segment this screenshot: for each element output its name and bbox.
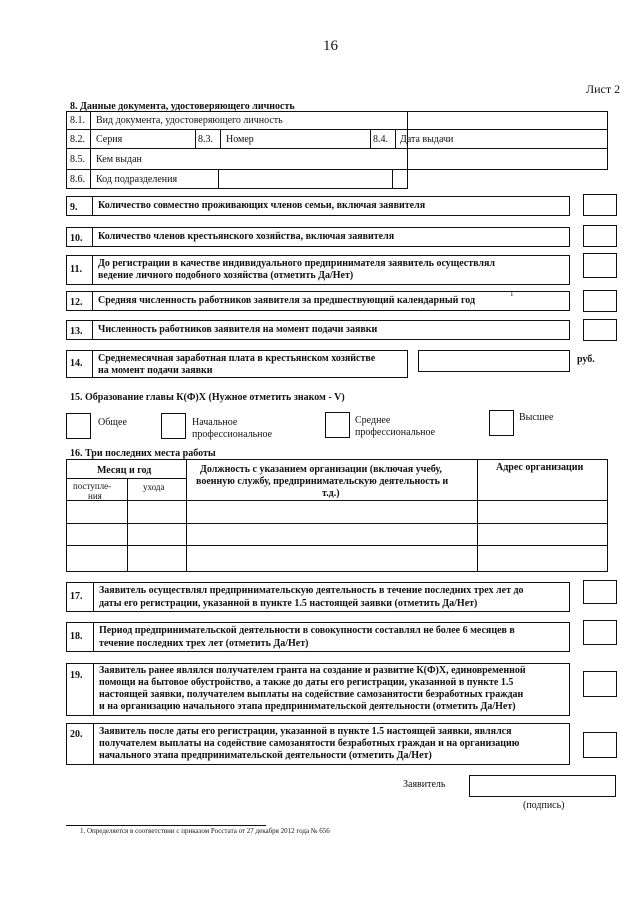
q17-text-2: даты его регистрации, указанной в пункте 1.5 настоящей заявки (отметить Да/Нет) [99,598,478,609]
row-8-5-label: Кем выдан [96,154,142,165]
col-month-year: Месяц и год [97,465,152,476]
q20-text-2: получателем выплаты на содействие самозанятости безработных граждан и на организацию [99,738,520,749]
q20-text-1: Заявитель после даты его регистрации, указанной в пункте 1.5 настоящей заявки, являлся [99,726,512,737]
row-8-4-num: 8.4. [373,134,388,145]
q18-num: 18. [70,631,83,642]
row-8-4-label: Дата выдачи [400,134,454,145]
row-8-1-num: 8.1. [70,115,85,126]
q18-answer-box[interactable] [583,620,617,645]
footnote-text: 1. Определяется в соответствии с приказом Росстата от 27 декабря 2012 года № 656 [80,827,330,835]
q17-answer-box[interactable] [583,580,617,604]
q12-text: Средняя численность работников заявителя за предшествующий календарный год [98,295,476,306]
row-8-1-label: Вид документа, удостоверяющего личность [96,115,283,126]
q19-text-3: настоящей заявки, получателем выплаты на содействие самозанятости безработных граждан [99,689,524,700]
q10-text: Количество членов крестьянского хозяйства, включая заявителя [98,231,395,242]
edu-secondary-label-1: Среднее [355,415,391,426]
q12-answer-box[interactable] [583,290,617,312]
q12-num: 12. [70,297,83,308]
q14-text-2: на момент подачи заявки [98,365,213,376]
q19-text-2: помощи на бытовое обустройство, а также до даты его регистрации, указанной в пункте 1.5 [99,677,514,688]
col-start-1: поступле- [73,481,112,491]
row-8-2 [66,129,608,149]
row-8-6-label: Код подразделения [96,174,178,185]
q20-num: 20. [70,729,83,740]
q20-answer-box[interactable] [583,732,617,758]
q14-unit: руб. [577,354,595,365]
q9-answer-box[interactable] [583,194,617,216]
q19-num: 19. [70,670,83,681]
page-number: 16 [323,38,338,54]
row-8-6-num: 8.6. [70,174,85,185]
section-16-title: 16. Три последних места работы [70,448,216,459]
q9-num: 9. [70,202,78,213]
col-position-1: Должность с указанием организации (включая учебу, [200,464,442,475]
q14-num: 14. [70,358,83,369]
edu-secondary-checkbox[interactable] [325,412,350,438]
q14-answer-box[interactable] [418,350,570,372]
q11-text-2: ведение личного подобного хозяйства (отметить Да/Нет) [98,270,354,281]
signature-caption: (подпись) [523,800,565,811]
edu-primary-label-2: профессиональное [192,429,273,440]
q14-text-1: Среднемесячная заработная плата в крестьянском хозяйстве [98,353,376,364]
row-8-2-label: Серия [96,134,123,145]
q13-answer-box[interactable] [583,319,617,341]
q11-text-1: До регистрации в качестве индивидуального предпринимателя заявитель осуществлял [98,258,496,269]
edu-primary-label-1: Начальное [192,417,238,428]
q19-text-4: и на организацию начального этапа предпринимательской деятельности (отметить Да/Нет) [99,701,516,712]
col-leave: ухода [143,482,165,492]
q19-answer-box[interactable] [583,671,617,697]
row-8-3-label: Номер [226,134,254,145]
q18-text-2: течение последних трех лет (отметить Да/Нет) [99,638,309,649]
row-8-3-num: 8.3. [198,134,213,145]
q13-num: 13. [70,326,83,337]
applicant-label: Заявитель [403,779,446,790]
sheet-label: Лист 2 [586,82,621,96]
edu-secondary-label-2: профессиональное [355,427,436,438]
edu-general-checkbox[interactable] [66,413,91,439]
edu-higher-checkbox[interactable] [489,410,514,436]
q9-text: Количество совместно проживающих членов семьи, включая заявителя [98,200,426,211]
section-8-title: 8. Данные документа, удостоверяющего личность [70,101,295,112]
q10-answer-box[interactable] [583,225,617,247]
section-15-title: 15. Образование главы К(Ф)Х (Нужное отметить знаком - V) [70,392,345,403]
q18-text-1: Период предпринимательской деятельности в совокупности составлял не более 6 месяцев в [99,625,515,636]
col-start-2: ния [88,491,102,501]
row-8-5 [66,148,608,170]
edu-higher-label: Высшее [519,412,554,423]
edu-general-label: Общее [98,417,127,428]
q11-num: 11. [70,264,82,275]
q13-text: Численность работников заявителя на момент подачи заявки [98,324,378,335]
q17-num: 17. [70,591,83,602]
col-address: Адрес организации [496,462,584,473]
edu-primary-checkbox[interactable] [161,413,186,439]
q11-answer-box[interactable] [583,253,617,278]
signature-field[interactable] [469,775,616,797]
col-position-3: т.д.) [322,488,340,499]
col-position-2: военную службу, предпринимательскую деятельность и [196,476,449,487]
row-8-2-num: 8.2. [70,134,85,145]
q10-num: 10. [70,233,83,244]
q20-text-3: начального этапа предпринимательской деятельности (отметить Да/Нет) [99,750,432,761]
row-8-5-num: 8.5. [70,154,85,165]
q19-text-1: Заявитель ранее являлся получателем гранта на создание и развитие К(Ф)Х, единовременной [99,665,526,676]
q17-text-1: Заявитель осуществлял предпринимательскую деятельность в течение последних трех лет до [99,585,524,596]
q12-footnote-mark: 1 [510,290,514,298]
